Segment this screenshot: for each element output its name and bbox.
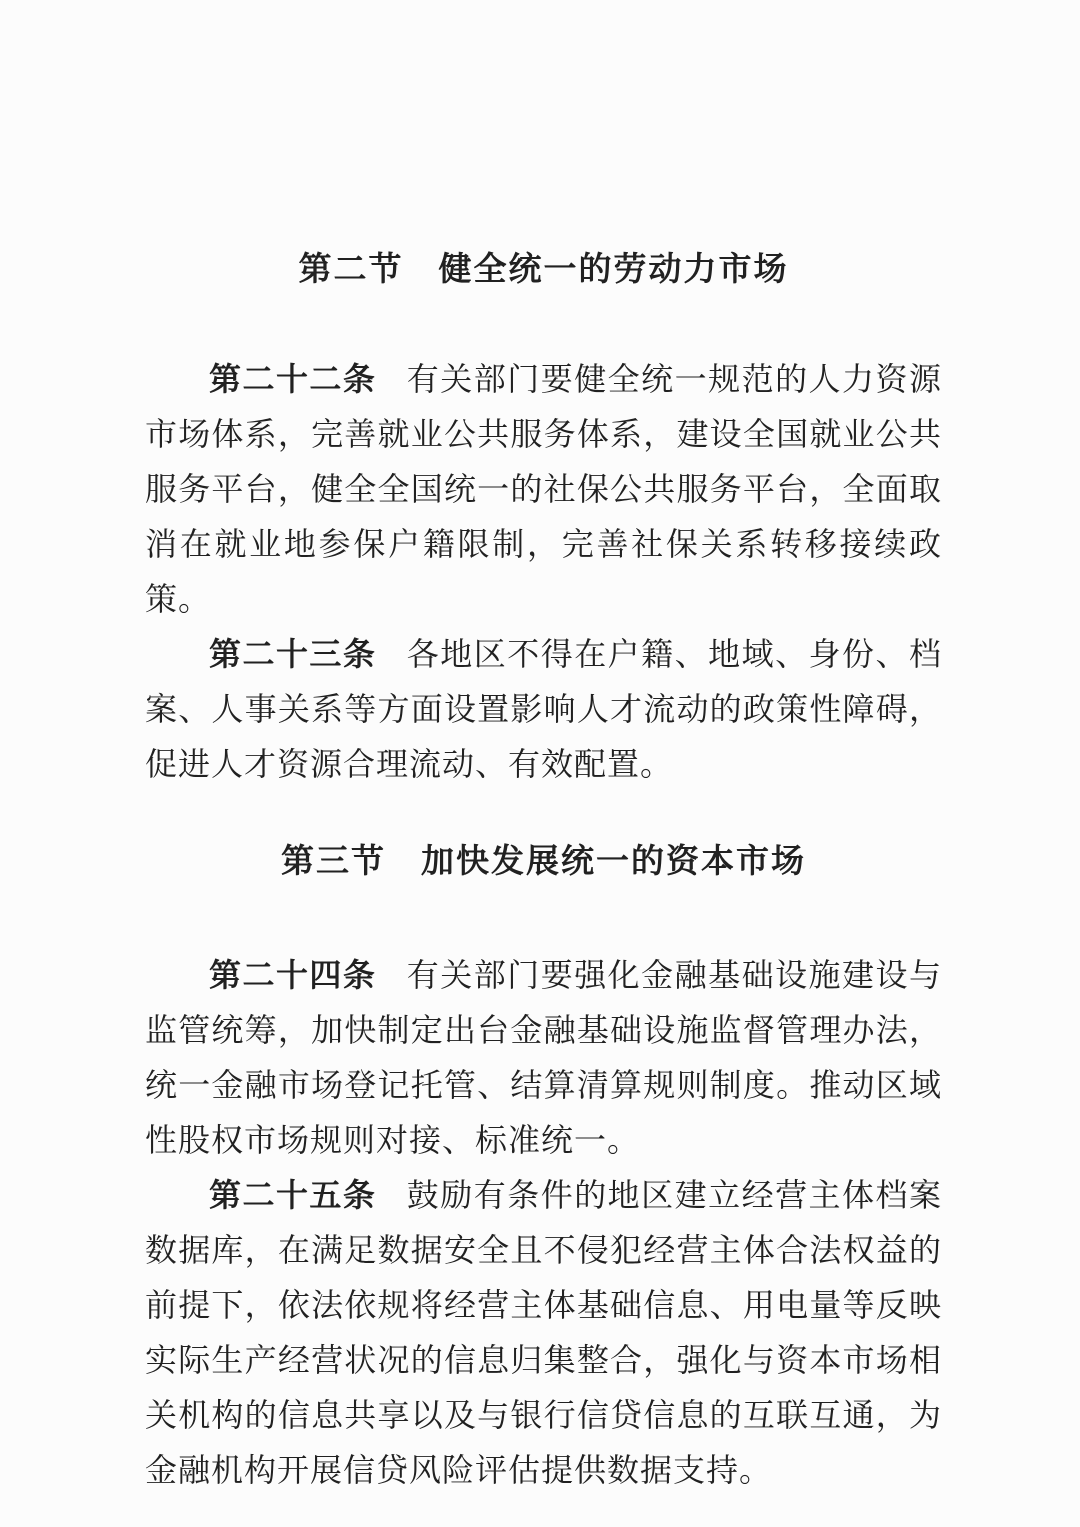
article-number: 第二十三条 xyxy=(209,636,377,672)
section-heading-labor-market: 第二节 健全统一的劳动力市场 xyxy=(298,250,789,287)
article-paragraph xyxy=(145,948,942,1168)
article-text: 有关部门要强化金融基础设施建设与监管统筹，加快制定出台金融基础设施监督管理办法，统一金融市场登记托管、结算清算规则制度。推动区域性股权市场规则对接、标准统一。 xyxy=(145,957,942,1158)
article-text: 各地区不得在户籍、地域、身份、档案、人事关系等方面设置影响人才流动的政策性障碍，促进人才资源合理流动、有效配置。 xyxy=(145,636,942,782)
article-paragraph xyxy=(145,352,942,627)
article-number: 第二十四条 xyxy=(209,957,377,993)
article-number: 第二十五条 xyxy=(209,1177,377,1213)
article-text: 有关部门要健全统一规范的人力资源市场体系，完善就业公共服务体系，建设全国就业公共服务平台，健全全国统一的社保公共服务平台，全面取消在就业地参保户籍限制，完善社保关系转移接续政策。 xyxy=(145,361,942,617)
article-paragraph xyxy=(145,1168,942,1498)
section-heading-capital-market: 第三节 加快发展统一的资本市场 xyxy=(281,842,806,879)
article-paragraph xyxy=(145,627,942,792)
article-number: 第二十二条 xyxy=(209,361,377,397)
article-text: 鼓励有条件的地区建立经营主体档案数据库，在满足数据安全且不侵犯经营主体合法权益的前提下，依法依规将经营主体基础信息、用电量等反映实际生产经营状况的信息归集整合，强化与资本市场相关机构的信息共享以及与银行信贷信息的互联互通，为金融机构开展信贷风险评估提供数据支持。 xyxy=(145,1177,942,1488)
document-content xyxy=(145,248,942,1498)
